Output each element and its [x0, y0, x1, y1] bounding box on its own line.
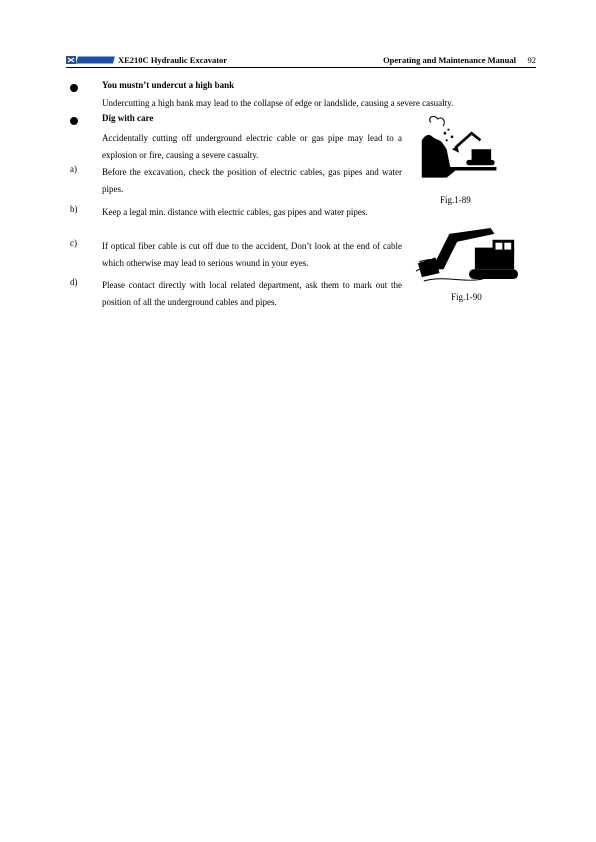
excavator-cable-strike-icon [414, 222, 522, 286]
excavator-undercut-bank-icon [420, 112, 500, 182]
section-body-dig-with-care: Accidentally cutting off underground electric cable or gas pipe may lead to a explosion or fire, causing a severe casualty. [102, 133, 402, 160]
manual-type-title: Operating and Maintenance Manual [383, 55, 516, 65]
list-marker-d: d) [70, 277, 78, 287]
section-body-undercut: Undercutting a high bank may lead to the collapse of edge or landslide, causing a severe casualty. [102, 98, 454, 108]
bullet-icon [70, 84, 78, 92]
page-number: 92 [527, 55, 536, 65]
list-marker-c: c) [70, 238, 77, 248]
bullet-icon [70, 117, 78, 125]
section-heading-dig-with-care: Dig with care [102, 113, 154, 123]
list-marker-a: a) [70, 164, 77, 174]
figure-caption-1-90: Fig.1-90 [451, 292, 482, 302]
page-header [66, 54, 536, 68]
manual-model-title: XE210C Hydraulic Excavator [118, 55, 228, 65]
list-item-a: Before the excavation, check the position of electric cables, gas pipes and water pipes. [102, 167, 402, 194]
list-marker-b: b) [70, 204, 78, 214]
xcmg-logo-icon [66, 56, 116, 64]
list-item-b: Keep a legal min. distance with electric cables, gas pipes and water pipes. [102, 207, 368, 217]
list-item-d: Please contact directly with local related department, ask them to mark out the position of all the underground cables and pipes. [102, 280, 402, 307]
section-heading-undercut: You mustn’t undercut a high bank [102, 80, 235, 90]
figure-caption-1-89: Fig.1-89 [440, 195, 471, 205]
list-item-c: If optical fiber cable is cut off due to the accident, Don’t look at the end of cable which otherwise may lead to serious wound in your eyes. [102, 241, 402, 268]
